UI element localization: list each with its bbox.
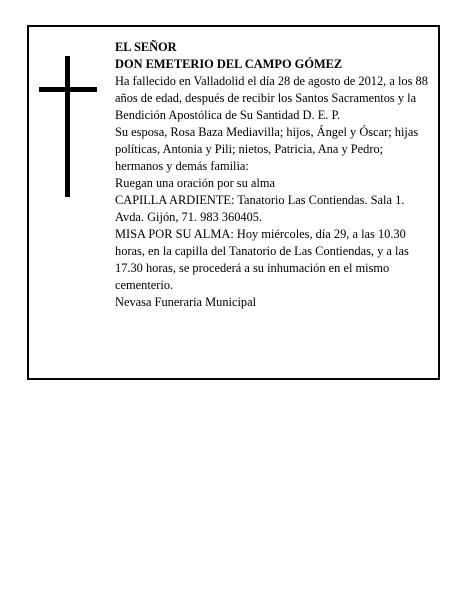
notice-text [115, 39, 433, 311]
mass-info: MISA POR SU ALMA: Hoy miércoles, día 29, a las 10.30 horas, en la capilla del Tanatorio de Las Contiendas, y a las 17.30 horas, se procederá a su inhumación en el mismo cementerio. [115, 227, 409, 292]
honorific: EL SEÑOR [115, 40, 177, 54]
cross-vertical-bar [65, 56, 70, 197]
chapel-info: CAPILLA ARDIENTE: Tanatorio Las Contiendas. Sala 1. Avda. Gijón, 71. 983 360405. [115, 193, 405, 224]
death-announcement: Ha fallecido en Valladolid el día 28 de agosto de 2012, a los 88 años de edad, después de recibir los Santos Sacramentos y la Bendición Apostólica de Su Santidad D. E. P. [115, 74, 428, 122]
obituary-notice [27, 25, 440, 380]
family-list: Su esposa, Rosa Baza Mediavilla; hijos, Ángel y Óscar; hijas políticas, Antonia y Pili; nietos, Patricia, Ana y Pedro; hermanos y demás familia: [115, 125, 419, 173]
deceased-name: DON EMETERIO DEL CAMPO GÓMEZ [115, 57, 343, 71]
cross-icon [39, 56, 97, 197]
cross-horizontal-bar [39, 87, 97, 92]
funeral-home: Nevasa Funeraria Municipal [115, 295, 257, 309]
prayer-request: Ruegan una oración por su alma [115, 176, 275, 190]
